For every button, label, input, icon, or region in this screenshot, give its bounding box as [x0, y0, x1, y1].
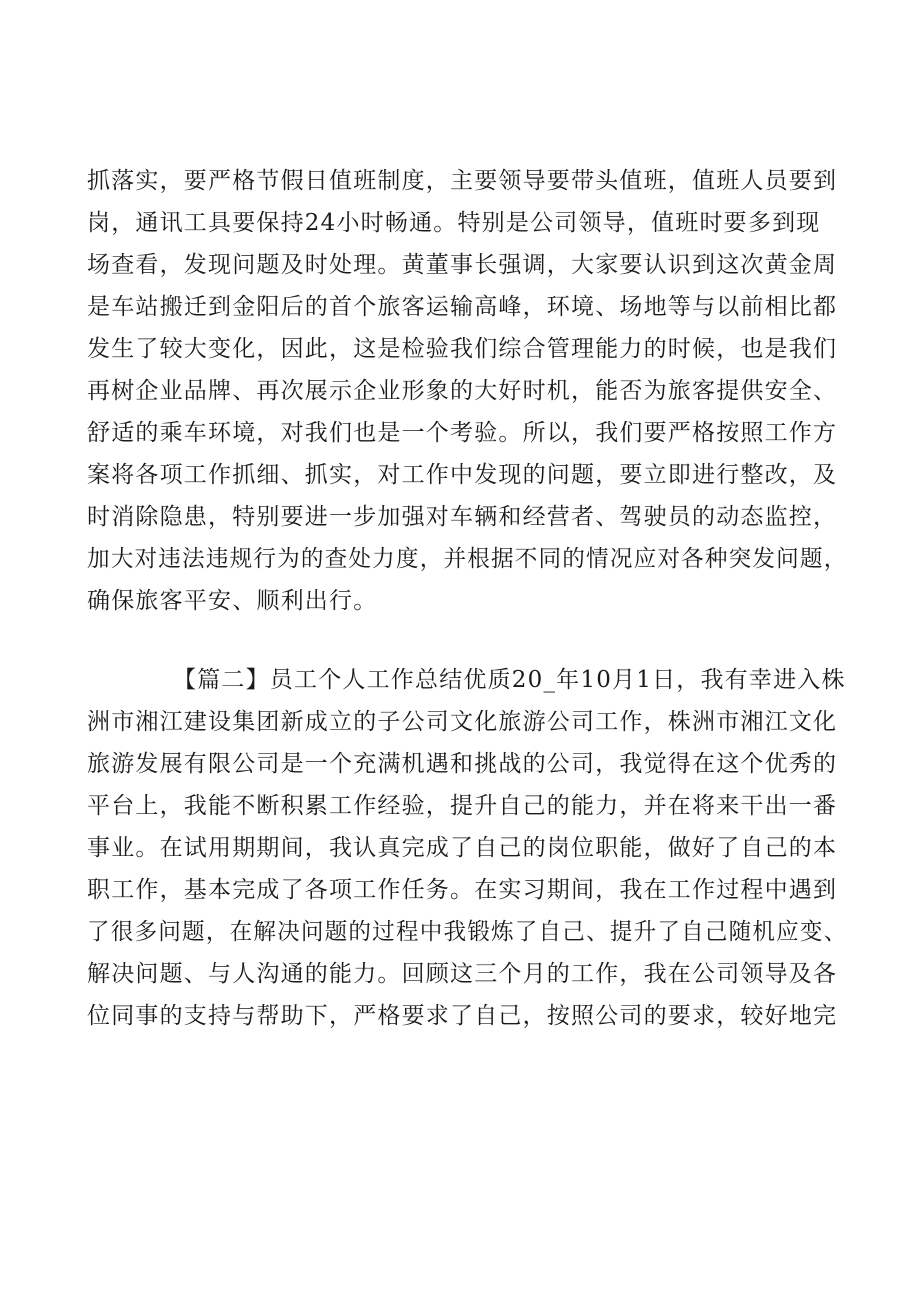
- text-line: 了很多问题，在解决问题的过程中我锻炼了自己、提升了自己随机应变、: [87, 919, 848, 945]
- text-line: 案将各项工作抓细、抓实，对工作中发现的问题，要立即进行整改，及: [87, 462, 838, 488]
- text-line: 职工作，基本完成了各项工作任务。在实习期间，我在工作过程中遇到: [87, 877, 838, 903]
- text-line: 时消除隐患，特别要进一步加强对车辆和经营者、驾驶员的动态监控，: [87, 504, 838, 530]
- text-line: 发生了较大变化，因此，这是检验我们综合管理能力的时候，也是我们: [87, 336, 838, 362]
- text-line: 加大对违法违规行为的查处力度，并根据不同的情况应对各种突发问题，: [87, 546, 848, 572]
- text-line: 解决问题、与人沟通的能力。回顾这三个月的工作，我在公司领导及各: [87, 961, 838, 987]
- text-line: 场查看，发现问题及时处理。黄董事长强调，大家要认识到这次黄金周: [87, 252, 838, 278]
- text-line: 平台上，我能不断积累工作经验，提升自己的能力，并在将来干出一番: [87, 793, 838, 819]
- section-heading-line: 【篇二】员工个人工作总结优质20_年10月1日，我有幸进入株: [173, 667, 846, 693]
- text-line: 事业。在试用期期间，我认真完成了自己的岗位职能，做好了自己的本: [87, 835, 838, 861]
- text-line: 位同事的支持与帮助下，严格要求了自己，按照公司的要求，较好地完: [87, 1003, 838, 1029]
- text-line: 确保旅客平安、顺利出行。: [87, 588, 378, 614]
- text-line: 抓落实，要严格节假日值班制度，主要领导要带头值班，值班人员要到: [87, 168, 838, 194]
- text-line: 再树企业品牌、再次展示企业形象的大好时机，能否为旅客提供安全、: [87, 378, 838, 404]
- text-line: 旅游发展有限公司是一个充满机遇和挑战的公司，我觉得在这个优秀的: [87, 751, 838, 777]
- text-line: 舒适的乘车环境，对我们也是一个考验。所以，我们要严格按照工作方: [87, 420, 838, 446]
- text-line: 是车站搬迁到金阳后的首个旅客运输高峰，环境、场地等与以前相比都: [87, 294, 838, 320]
- text-line: 岗，通讯工具要保持24小时畅通。特别是公司领导，值班时要多到现: [87, 210, 821, 236]
- text-line: 洲市湘江建设集团新成立的子公司文化旅游公司工作，株洲市湘江文化: [87, 709, 838, 735]
